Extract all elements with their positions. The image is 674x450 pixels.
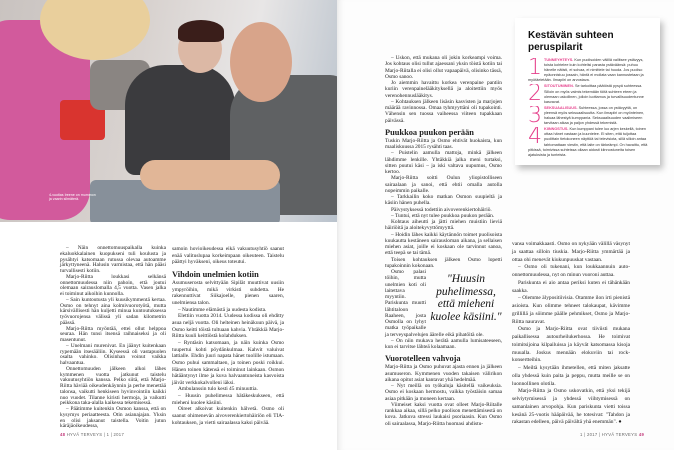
paragraph: – Meiltä kysytään ihmetellen, että miten jaksatte olla yhdessä kuin paita ja peppu, mutta meille se on luonnollinen olotila. <box>512 365 630 387</box>
paragraph: Marjo-Riitta ja Osmo puhuvat ajasta ennen ja jälkeen asumuseron. Kymmenen vuoden takaisen välirikon aikana opitut asiat kantavat yhä hedelmää. <box>385 364 502 383</box>
paragraph: – Kohtauksen jälkeen lisäsin kasvisten ja marjojen määrää ravinnossa. Omaa tyhmyyttäni oli tupakointi. Vähensin sen tuossa vaiheessa viiteen tupakkaan päivässä. <box>385 98 502 124</box>
sidebar-box <box>515 18 660 165</box>
paragraph: – Sain kuntoutusta yli kuusikymmentä kertaa. Osmo on tehnyt aina kolmivuorotyötä, mutta kärsivällisesti hän kuljetti minua kuntoutuksessa työvuorojensa välissä yli sadan kilometrin päässä. <box>60 296 166 326</box>
paragraph: Osmo palasi töihin, mutta unelmien koti oli laitettava myyntiin. Pariskunta muutti lähtitaloon Raaheen, josta Osmolla on lyhyt matka työpaikalle ja terveyspalvelujen äärelle eikä pihatöitä ole. <box>385 269 484 338</box>
paragraph: Marjo-Riitta ja Osmo uskovatkin, että yksi tekijä selviytymisessä ja yhdessä viihtymisessä on samanlainen arvopohja. Kun pariskunta vietti toissa kesänä 25-vuotis hääpäivää, he totesivat: "Tahdon ja rakastan edelleen, päivä päivältä yhä enemmän". ● <box>512 388 630 426</box>
paragraph: – Tarkkailin koko matkan Osmon suupieltä ja käsiin hänen puhella. <box>385 194 502 207</box>
paragraph: vansa voimakkaasti. Osmo on nykyään välillä väsynyt ja saattaa silloin tiuskia. Marjo-Riitta ymmärtää ja ottaa ohi menevät kiukunpuuskat vastaan. <box>512 241 630 263</box>
right-column-2 <box>512 241 630 427</box>
section-heading: Vuorotelleen vahvoja <box>385 354 461 364</box>
paragraph: – Uskon, että mukana oli jokin korkeampi voima. Jos kohtaus olisi tullut ajaessani yksin töistä kotiin tai Marjo-Riitalla ei olisi ollut vapaapäivä, olisinko tässä, Osmo sanoo. <box>385 55 502 80</box>
item-number: 4 <box>528 127 542 150</box>
footer-left <box>60 432 124 437</box>
item-keyword: SEKSUAALISUUS. <box>544 105 578 110</box>
paragraph: Marjo-Riitta myöntää, ettei ollut helppoa seuraa. Hän tunsi itsensä raihnaiseksi ja oli masentunut. <box>60 325 166 343</box>
paragraph: – Tuntui, että nyt tulee puukkoa puukon perään. <box>391 212 495 219</box>
sidebar-item <box>528 127 650 158</box>
item-number: 1 <box>528 58 542 80</box>
paragraph: – Unelmani murenivat. En jäänyt kuitenkaan rypemään itsesääliin. Kyseessä oli vastapuolen osalta vahinko. Olisinhan voinut vaikka halvaantua. <box>60 342 166 366</box>
paragraph: – Puistelin aamulla mattoja, minkä jälkeen lähdimme lenkille. Yhtäkkiä jalka meni turtaksi, sitten puutui käsi – ja iski valtava uupumus, Osmo kertoo. <box>385 150 502 175</box>
left-column-1 <box>60 246 166 430</box>
item-text: Se tarkoittaa päätöstä pysyä suhteessa. Silloin on myös valmis tekemään töitä suhteen eteen ja olemaan uskollinen, jolloin luottamus ja turvallisuudentunne kasvavat. <box>544 84 644 104</box>
paragraph: Pariskunta ei aio antaa periksi kuten ei tähänkään saakka. <box>512 279 630 294</box>
page-number: 48 <box>60 432 66 437</box>
item-keyword: KIINNOSTUS. <box>544 127 569 132</box>
paragraph: – Nautimme elämästä ja uudesta kodista. <box>178 306 267 313</box>
paragraph: Asumuserosta selvittyään Sipilät muuttivat uusiin ympyröihin, mikä virkisti suhdetta. He rakennuttivat Siikajoelle, pienen saaren, unelmiensa talon. <box>172 279 284 306</box>
paragraph: Osmo ja Marjo-Riitta ovat tiiviisti mukana paikallisessa autourheilukerhossa. He toimivat toimitsijoina kilpailuissa ja käyvät katsomassa kisoja muualla. Joskus mennään elokuviin tai rock-konsertteihin. <box>512 326 630 364</box>
left-column-2 <box>172 246 284 426</box>
pull-quote: "Huusin puhelimessa, että mieheni kuolee käsiini." <box>430 273 502 323</box>
paragraph: Ambulanssin tulo kesti 45 minuuttia. <box>178 386 258 393</box>
paragraph: – Olemme älypositiivisia. Otamme ilon irti pienistä asioista. Kun olimme tehneet talokaupat, kävimme grillillä ja söimme päälle pehmikset, Osmo ja Marjo-Riitta nauravat. <box>512 295 630 325</box>
paragraph: – Huusin puhelimessa hätäkeskukseen, että mieheni kuolee käsiini. <box>172 393 284 406</box>
paragraph: – On niin mukava herätä aamulla lumisateeseen, kun ei tarvitse lähteä kolaamaan. <box>385 337 502 350</box>
paragraph: – Nyt meillä on työkaluja käsitellä vaikeuksia. Osmo ei koskaan hermostu, vaikka työstäisin samaa asiaa pitkään ja moneen kertaan. <box>385 383 502 402</box>
item-text: Kun kumppani tulee luo arjen keskellä, toinen ottaa hänet vastaan ja kuuntelee. Ei siten, että tuijottaa puolittain tietokoneen näyttöä tai televisiota, sillä silloin antaa tahtomattaan viestin, että laite on tärkeämpi. On havaittu, että pitkissä, toimivissa suhteissa ollaan aidosti kiinnostuneita toisen ajatuksista ja tunteista. <box>528 127 648 157</box>
paragraph: – Hoidin lähes kaikki käytännön toimet puolisoista kuukautta kestäneen sairausloman aikana, ja sellaisen miehen asiat, joille ei koskaan ole tarvinnut sanoa, että teepä se tai tämä. <box>385 231 502 257</box>
paragraph: Jo aiemmin havaittu korkea verenpaine pantiin kuriin verenpainelääkityksellä ja aloitettiin myös verenohennuslääkitys. <box>385 80 502 99</box>
paragraph: Marjo-Riitta loukkasi selkänsä onnettomuudessa niin pahoin, että joutui olemaan sairauslomalla 4,5 vuotta. Vasen jalka ei toiminut aikoihin kunnolla. <box>60 273 166 297</box>
sidebar-item <box>528 84 650 104</box>
paragraph: Oireet alkoivat kuitenkin hälvetä. Osmo oli saanut ohimenevän aivoverenkiertohäiriön eli TIA-kohtauksen, ja vietti sairaalassa kaksi päivää. <box>172 406 284 426</box>
item-number: 2 <box>528 84 542 105</box>
paragraph: Onnettomuuden jälkeen alkoi lähes kymmenen vuotta jatkunut taistelu vakuutusyhtiön kanssa. Pelko siitä, että Marjo-Riitta häviää oikeudenkäynnin ja perhe menettää talonsa, vaikutti henkiseen hyvinvointiin kaikki nuo vuodet. Tilanne kiristi hermoja, ja vaikutti peikkona taka-alalla kaikessa tekemisessä. <box>60 365 166 407</box>
paragraph: Viimeiset kaksi vuotta ovat olleet Marjo-Riitalle rankkaa aikaa, sillä pelko puolison menettämisestä on kova. Jatkuva stressi laukaisi psoriaasin. Kun Osmo oli sairaalassa, Marjo-Riitta huomasi ahdistu- <box>385 401 502 427</box>
paragraph: – Päätimme kuitenkin Osmon kanssa, että on kysymys periaatteesta. Otin asianajajan. Yksin en olisi jaksanut taistella. Voitin jutun käräjäoikeudessa, <box>60 406 166 430</box>
item-number: 3 <box>528 105 542 127</box>
footer-text: 1 | 2017 | HYVÄ TERVEYS <box>580 432 638 437</box>
item-keyword: TUNNEYHTEYS. <box>544 58 574 62</box>
paragraph: – Näin onnettomuuspaikalla kuinka ekaluokkalainen kuopukseni tuli koulusta ja pysähtyi katsomaan rutussa olevaa autoamme järkyttyneenä. Halusin varmistaa, että hän pääsi turvallisesti kotiin. <box>60 245 166 274</box>
item-keyword: SITOUTUMINEN. <box>544 84 574 89</box>
family-photo <box>0 0 337 222</box>
section-heading: Vihdoin unelmien kotiin <box>172 269 259 279</box>
sidebar-item <box>528 106 650 126</box>
paragraph: Elettiin vuotta 2014. Uudessa kodissa oli ehditty asua neljä vuotta. Oli helteinen heinäkuun päivä, ja Osmo keitti töistä tultuaan kahvia. Yhtäkkiä Marjo-Riitta kuuli keittiöstä kolahduksen. <box>172 313 284 340</box>
paragraph: Marjo-Riitta soitti Oulun yliopistolliseen sairaalaan ja sanoi, että ehtii omalla autolla nopeimmin paikalle. <box>385 175 502 194</box>
page-number: 49 <box>638 432 645 437</box>
paragraph: Tuskin Marjo-Riitta ja Osmo ehtivät huokaista, kun maaliskuussa 2015 rysähti taas. <box>385 137 502 150</box>
item-text: Suhteessa, jossa on ystävyyttä, on yleensä myös seksuaalisuutta. Kun ilmapiiri on myönteinen, haluaa lähestyä kumppania. Seksuaalisuuden vaalimiseen tarvitaan aikaa ja paljon yhdessä tekemistä. <box>544 105 645 126</box>
section-heading: Puukkoa puukon perään <box>385 127 474 137</box>
paragraph: samoin hovioikeudessa eikä vakuutusyhtiö saanut enää valituslupaa korkeimpaan oikeuteen. Taistelu päättyi hyväkseni, oikeus toteutui. <box>172 246 284 266</box>
paragraph: – Ryntäsin katsomaan, ja näin kuinka Osmo tuupertui kohti pöydänkulmaa. Kahvit valuivat lattialle. Ehdin juuri napata hänet tuolille istumaan. Osmo puhui sammaltaen, ja toinen poski roikkui. Hänen toinen kätensä ei toiminut lainkaan. Osmon hätääntynyt ilme ja kuva halvaantuneista kasvoista jäivät verkkokalvolleni iäksi. <box>172 339 284 386</box>
paragraph: Toisen kohtauksen jälkeen Osmo lopetti tupakoinnin kokonaan. <box>385 256 502 269</box>
footer-text: HYVÄ TERVEYS | 1 | 2017 <box>66 432 125 437</box>
sidebar-title: Kestävän suhteen peruspilarit <box>528 30 614 53</box>
paragraph: Kohtaus aiheutti ja jätti miehen muistiin lieviä häiriöitä ja aloitekyvyttömyyttä. <box>385 219 502 232</box>
footer-right <box>580 432 644 437</box>
right-column-1 <box>385 55 502 427</box>
sidebar-item <box>528 58 650 83</box>
photo-caption: 4-vuotias Ireene on mummon ja vaarin silmäterä. <box>49 193 96 202</box>
paragraph: – Osmo oli tukenani, kun loukkaannuin auto-onnettomuudessa, nyt on minun vuoroni auttaa. <box>512 264 630 278</box>
paragraph: Päivystyksessä todettiin aivoverenkiertohäiriö. <box>391 206 492 213</box>
item-text: Kun puolisoiden välillä vallitsee ystävyys, toista kohtelee kuin kohtelisi parasta ystäväänsä: puhuu hänelle nätisti, ei solvaa, ei nimittele tai huuda. Jos puoliso epäonnistuu jossain, häntä ei mollata vaan kannustetaan ja myötäeletään. Ilmapiiri on arvostava. <box>528 58 644 83</box>
